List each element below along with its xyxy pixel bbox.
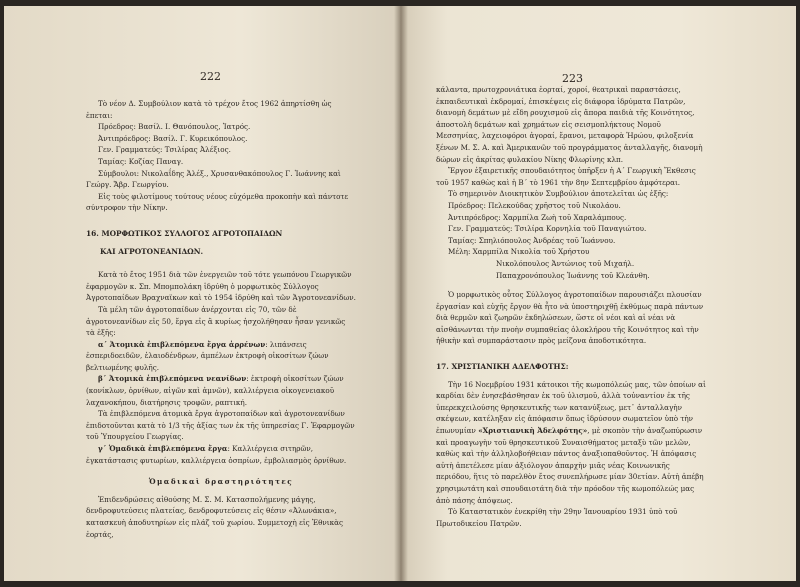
board-member: Νικολόπουλος Ἀντώνιος τοῦ Μιχαήλ. bbox=[496, 258, 635, 268]
board-members-line: Σύμβουλοι: Νικολαΐδης Ἀλέξ., Χρυσανθακόπουλος Γ. Ἰωάννης καὶ Γεώργ. Ἄβρ. Γεωργίου. bbox=[86, 168, 341, 190]
section-title-line-2: ΚΑΙ ΑΓΡΟΤΟΝΕΑΝΙΔΩΝ. bbox=[100, 246, 204, 256]
page-number: 222 bbox=[200, 70, 221, 83]
subheading: Ὁμαδικαὶ δραστηριότητες bbox=[148, 477, 294, 487]
item-text: : ἐκτροφὴ οἰκοσίτων ζώων (κονίκλων, ὀρνίθων, αἰγῶν καὶ ἀμνῶν), καλλιέργεια οἰκογενειακοῦ λαχανοκήπου, διατήρησις τροφῶν, ραπτική. bbox=[86, 374, 344, 407]
paragraph: Τὰ ἐπιβλεπόμενα ἀτομικὰ ἔργα ἀγροτοπαίδων καὶ ἀγροτονεανίδων ἐπιδοτοῦνται κατὰ τὸ 1/3 τῆς ἀξίας των ἐκ τῆς ὑπηρεσίας Γ. Ἐφαρμογῶν τοῦ Ὑπουργείου Γεωργίας. bbox=[86, 409, 355, 442]
board-member: Γεν. Γραμματεύς: Τσιλίρα Κορνηλία τοῦ Παναγιώτου. bbox=[448, 224, 647, 234]
right-page-text bbox=[436, 84, 706, 529]
paragraph: κάλαντα, πρωτοχρονιάτικα ἑορταί, χοροί, θεατρικαὶ παραστάσεις, ἐκπαιδευτικαὶ ἐκδρομαί, ἐπισκέψεις εἰς διάφορα ἱδρύματα Πατρῶν, διανομὴ δεμάτων μὲ εἴδη ρουχισμοῦ εἰς ἄπορα παιδιὰ τῆς Κοινότητος, ἀποστολὴ δεμάτων καὶ χρημάτων εἰς σεισμοπλήκτους Νομοῦ Μεσσηνίας, λαχειοφόροι ἀγοραί, ἔρανοι, μεταφορὰ Ἡρώου, φιλοξενία ξένων Μ. Σ. Α. καὶ Ἀμερικανῶν τοῦ προγράμματος ἀνταλλαγῆς, διανομὴ δώρων εἰς ἀκρίτας φυλακίου Νίκης Φλωρίνης κλπ. bbox=[436, 85, 703, 164]
list-item bbox=[86, 339, 356, 374]
board-member: Πρόεδρος: Βασίλ. Ι. Θανόπουλος, Ἰατρός. bbox=[98, 122, 251, 132]
list-item bbox=[86, 373, 356, 408]
board-member: Ταμίας: Σπηλιόπουλος Ἀνδρέας τοῦ Ἰωάννου. bbox=[448, 235, 616, 245]
page-number: 223 bbox=[562, 72, 583, 85]
board-member: Ταμίας: Κοζίας Παναγ. bbox=[98, 156, 184, 166]
item-label: γ΄ Ὁμαδικὰ ἐπιβλεπόμενα ἔργα bbox=[98, 444, 228, 454]
item-text: : Καλλιέργεια σιτηρῶν, ἐγκατάστασις φυτωρίων, καλλιέργεια ὀσπρίων, ἐμβολιασμὸς ὀρνίθων. bbox=[86, 444, 347, 465]
item-label: β΄ Ἀτομικὰ ἐπιβλεπόμενα νεανίδων bbox=[98, 374, 247, 384]
board-member: Παπαχρονόπουλος Ἰωάννης τοῦ Κλεάνθη. bbox=[496, 270, 650, 280]
paragraph: Τὰ μέλη τῶν ἀγροτοπαίδων ἀνέρχονται εἰς 70, τῶν δὲ ἀγροτονεανίδων εἰς 50, ἔργα εἰς ἃ κυρίως ἠσχολήθησαν ἦσαν γενικῶς τὰ ἑξῆς: bbox=[86, 304, 346, 338]
paragraph: Ἐπιδενδρώσεις αἰθούσης Μ. Σ. Μ. Κατασπολήμενης μάγης, δενδροφυτεύσεις πλατείας, δενδροφυτεύσεις εἰς θέσιν «Ἀλωνάκια», κατασκευὴ ἀποδυτηρίων εἰς πλάζ τοῦ χωρίου. Συμμετοχὴ εἰς Ἐθνικὰς ἑορτάς, bbox=[86, 494, 343, 539]
list-item bbox=[86, 443, 356, 466]
paragraph: Ἔργον ἐξαιρετικῆς σπουδαιότητος ὑπῆρξεν ἡ Α΄ Γεωργικὴ Ἔκθεσις τοῦ 1957 καθὼς καὶ ἡ Β΄ τὸ 1961 τὴν 8ην Σεπτεμβρίου ἀμφότεραι. bbox=[436, 166, 696, 187]
book-gutter bbox=[394, 6, 408, 581]
paragraph-text: Τὴν 16 Νοεμβρίου 1931 κάτοικοι τῆς κωμοπόλεώς μας, τῶν ὁποίων αἱ καρδίαι δὲν ἐνησεβάσθησαν ἐκ τοῦ ὑλισμοῦ, ἀλλὰ τοὐναντίον ἐκ τῆς ὑπερεκχειλούσης θρησκευτικῆς των κατανύξεως, μετ᾿ ἀνταλλαγὴν σκέψεων, κατέληξαν εἰς ἀπόφασιν ὅπως ἱδρύσουν σωματεῖον ὑπὸ τὴν ἐπωνυμίαν bbox=[436, 379, 706, 436]
board-member: Ἀντιπρόεδρος: Βασίλ. Γ. Κυρεικόπουλος. bbox=[98, 133, 248, 143]
paragraph: Κατὰ τὸ ἔτος 1951 διὰ τῶν ἐνεργειῶν τοῦ τότε γεωπόνου Γεωργικῶν ἐφαρμογῶν κ. Σπ. Μπομπολάκη ἱδρύθη ὁ μορφωτικὸς Σύλλογος Ἀγροτοπαίδων Βραχναϊκων καὶ τὸ 1954 ἱδρύθη καὶ τῶν Ἀγροτονεανίδων. bbox=[86, 270, 356, 303]
board-member: Γεν. Γραμματεύς: Τσιλίρας Ἀλέξιος. bbox=[98, 145, 231, 155]
item-text: : λιπάνσεις ἐσπεριδοειδῶν, ἐλαιοδένδρων, ἀμπέλων ἐκτροφὴ οἰκοσίτων ζώων βελτιωμένης φυλῆς. bbox=[86, 339, 329, 372]
paragraph bbox=[436, 379, 706, 507]
item-label: α΄ Ἀτομικὰ ἐπιβλεπόμενα ἔργα ἀρρένων bbox=[98, 339, 266, 349]
board-member: Ἀντιπρόεδρος: Χαρμπίλα Ζωὴ τοῦ Χαραλάμπους. bbox=[448, 212, 627, 222]
paragraph-text: , μὲ σκοπὸν τὴν ἀναζωπύρωσιν καὶ προαγωγὴν τοῦ θρησκευτικοῦ Συναισθήματος μεταξὺ τῶν μελῶν, καθὼς καὶ τὴν ἀλληλοβοήθειαν πάντος ἀναξιοπαθοῦντος. Ἡ ἀπόφασις αὐτὴ ἀπετέλεσε μίαν ἀξιόλογον ἀπαρχὴν μιᾶς νέας Κοινωνικῆς περιόδου, ἥτις τὸ παρελθὸν ἔτος συνεπλήρωσε μίαν 30ετίαν. Αὐτὴ ἀπέβη χρησιμωτάτη καὶ σπουδαιοτάτη διὰ τὴν πρόοδον τῆς κωμοπόλεώς μας ἀπὸ πάσης ἀπόψεως. bbox=[436, 426, 704, 505]
section-title: ΜΟΡΦΩΤΙΚΟΣ ΣΥΛΛΟΓΟΣ ΑΓΡΟΤΟΠΑΙΔΩΝ bbox=[101, 228, 283, 238]
section-heading bbox=[86, 228, 356, 240]
paragraph: Ὁ μορφωτικὸς οὗτος Σύλλογος ἀγροτοπαίδων παρουσιάζει πλουσίαν ἐργασίαν καὶ εὐχῆς ἔργον θὰ ἦτο νὰ ὑποστηριχθῇ ἐκθύμως παρὰ πάντων διὰ θερμῶν καὶ ζωηρῶν ἐκδηλώσεων, ὥστε οἱ νέοι καὶ αἱ νέαι νὰ αἰσθάνωνται τὴν πνοὴν συμπαθείας ὁλοκλήρου τῆς Κοινότητος καὶ τὴν ἠθικὴν καὶ συμπαράστασιν πρὸς μείζονα ἀποδοτικότητα. bbox=[436, 290, 704, 346]
right-page bbox=[400, 6, 796, 581]
section-number: 16. bbox=[86, 228, 99, 238]
paragraph: Εἰς τοὺς φιλοτίμους τούτους νέους εὐχόμεθα προκοπὴν καὶ πάντοτε σύντροφον τὴν Νίκην. bbox=[86, 191, 349, 213]
paragraph: Τὸ σημερινὸν Διοικητικὸν Συμβούλιον ἀποτελεῖται ὡς ἑξῆς: bbox=[448, 189, 669, 199]
society-name: «Χριστιανικὴ Ἀδελφότης» bbox=[478, 426, 588, 436]
section-heading bbox=[436, 361, 706, 373]
board-member: Μέλη: Χαρμπίλα Νικολία τοῦ Χρήστου bbox=[448, 247, 590, 257]
paragraph: Τὸ Καταστατικὸν ἐνεκρίθη τὴν 29ην Ἰανουαρίου 1931 ὑπὸ τοῦ Πρωτοδικείου Πατρῶν. bbox=[436, 507, 678, 528]
board-member: Πρόεδρος: Πελεκούδας χρῆστος τοῦ Νικολάου. bbox=[448, 200, 621, 210]
section-title: ΧΡΙΣΤΙΑΝΙΚΗ ΑΔΕΛΦΟΤΗΣ: bbox=[451, 362, 569, 372]
left-page bbox=[4, 6, 400, 581]
left-page-text bbox=[86, 98, 356, 540]
section-number: 17. bbox=[436, 362, 449, 372]
book-spread bbox=[4, 6, 796, 581]
paragraph: Τὸ νέον Δ. Συμβούλιον κατὰ τὸ τρέχον ἔτος 1962 ἀπηρτίσθη ὡς ἑπεται: bbox=[86, 99, 332, 120]
